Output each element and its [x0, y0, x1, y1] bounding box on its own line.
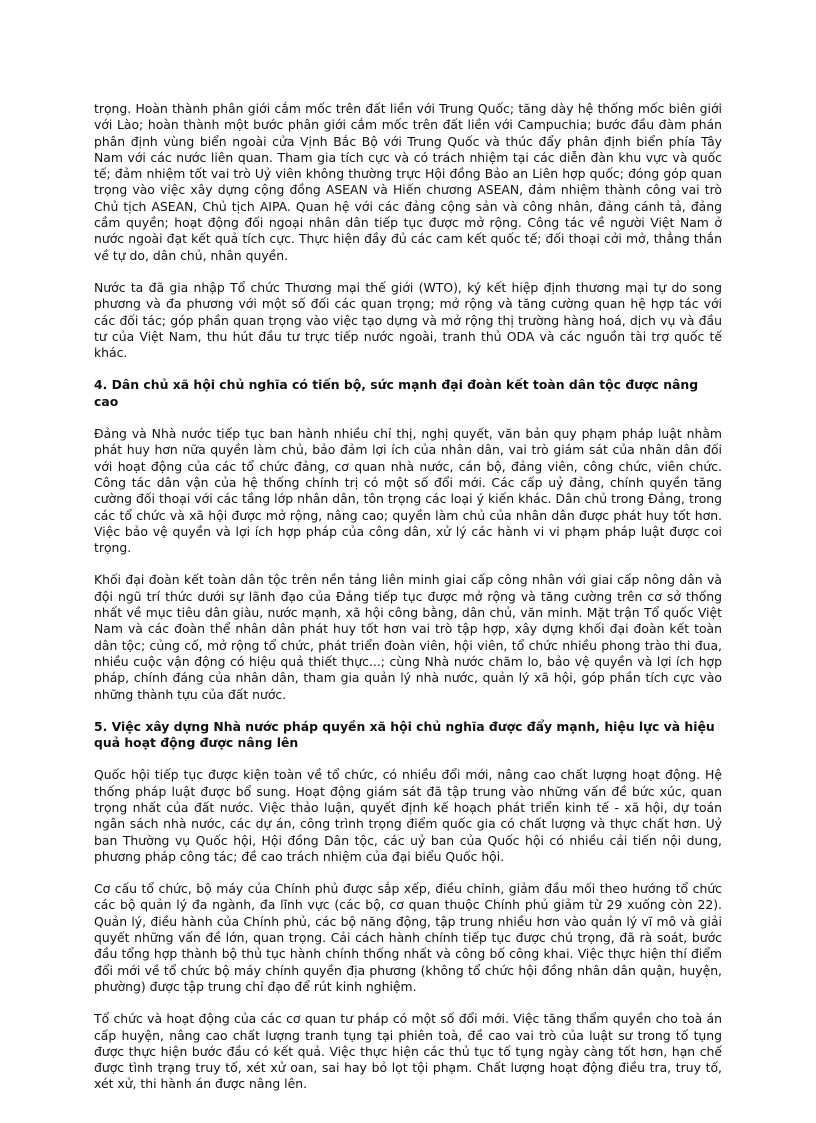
- paragraph-national-assembly: Quốc hội tiếp tục được kiện toàn về tổ chức, có nhiều đổi mới, nâng cao chất lượng hoạt động. Hệ thống pháp luật được bổ sung. Hoạt động giám sát đã tập trung vào những vấn đề bức xúc, quan trọng nhất của đất nước. Việc thảo luận, quyết định kế hoạch phát triển kinh tế - xã hội, dự toán ngân sách nhà nước, các dự án, công trình trọng điểm quốc gia có chất lượng và thực chất hơn. Uỷ ban Thường vụ Quốc hội, Hội đồng Dân tộc, các uỷ ban của Quốc hội có nhiều cải tiến nội dung, phương pháp công tác; đề cao trách nhiệm của đại biểu Quốc hội.: [94, 767, 722, 864]
- document-page: [94, 101, 722, 1109]
- paragraph-national-unity: Khối đại đoàn kết toàn dân tộc trên nền tảng liên minh giai cấp công nhân với giai cấp nông dân và đội ngũ trí thức dưới sự lãnh đạo của Đảng tiếp tục được mở rộng và tăng cường trên cơ sở thống nhất về mục tiêu dân giàu, nước mạnh, xã hội công bằng, dân chủ, văn minh. Mặt trận Tổ quốc Việt Nam và các đoàn thể nhân dân phát huy tốt hơn vai trò tập hợp, xây dựng khối đại đoàn kết toàn dân tộc; củng cố, mở rộng tổ chức, phát triển đoàn viên, hội viên, tổ chức nhiều phong trào thi đua, nhiều cuộc vận động có hiệu quả thiết thực...; cùng Nhà nước chăm lo, bảo vệ quyền và lợi ích hợp pháp, chính đáng của nhân dân, tham gia quản lý nhà nước, quản lý xã hội, góp phần tích cực vào những thành tựu của đất nước.: [94, 572, 722, 702]
- paragraph-wto-integration: Nước ta đã gia nhập Tổ chức Thương mại thế giới (WTO), ký kết hiệp định thương mại tự do song phương và đa phương với một số đối các quan trọng; mở rộng và tăng cường quan hệ hợp tác với các đối tác; góp phần quan trọng vào việc tạo dựng và mở rộng thị trường hàng hoá, dịch vụ và đầu tư của Việt Nam, thu hút đầu tư trực tiếp nước ngoài, tranh thủ ODA và các nguồn tài trợ quốc tế khác.: [94, 279, 722, 361]
- paragraph-democracy: Đảng và Nhà nước tiếp tục ban hành nhiều chỉ thị, nghị quyết, văn bản quy phạm pháp luật nhằm phát huy hơn nữa quyền làm chủ, bảo đảm lợi ích của nhân dân, vai trò giám sát của nhân dân đối với hoạt động của các tổ chức đảng, cơ quan nhà nước, cán bộ, đảng viên, công chức, viên chức. Công tác dân vận của hệ thống chính trị có một số đổi mới. Các cấp uỷ đảng, chính quyền tăng cường đối thoại với các tầng lớp nhân dân, tôn trọng các loại ý kiến khác. Dân chủ trong Đảng, trong các tổ chức và xã hội được mở rộng, nâng cao; quyền làm chủ của nhân dân được phát huy tốt hơn. Việc bảo vệ quyền và lợi ích hợp pháp của công dân, xử lý các hành vi vi phạm pháp luật được coi trọng.: [94, 426, 722, 556]
- section-heading-5: 5. Việc xây dựng Nhà nước pháp quyền xã hội chủ nghĩa được đẩy mạnh, hiệu lực và hiệu quả hoạt động được nâng lên: [94, 718, 715, 751]
- paragraph-judicial-reform: Tổ chức và hoạt động của các cơ quan tư pháp có một số đổi mới. Việc tăng thẩm quyền cho toà án cấp huyện, nâng cao chất lượng tranh tụng tại phiên toà, đề cao vai trò của luật sư trong tố tụng được thực hiện bước đầu có kết quả. Việc thực hiện các thủ tục tố tụng ngày càng tốt hơn, hạn chế được tình trạng truy tố, xét xử oan, sai hay bỏ lọt tội phạm. Chất lượng hoạt động điều tra, truy tố, xét xử, thi hành án được nâng lên.: [94, 1011, 722, 1092]
- section-heading-4: 4. Dân chủ xã hội chủ nghĩa có tiến bộ, sức mạnh đại đoàn kết toàn dân tộc được nâng cao: [94, 377, 699, 409]
- paragraph-government-structure: Cơ cấu tổ chức, bộ máy của Chính phủ được sắp xếp, điều chỉnh, giảm đầu mối theo hướng tổ chức các bộ quản lý đa ngành, đa lĩnh vực (các bộ, cơ quan thuộc Chính phủ giảm từ 29 xuống còn 22). Quản lý, điều hành của Chính phủ, các bộ năng động, tập trung nhiều hơn vào quản lý vĩ mô và giải quyết những vấn đề lớn, quan trọng. Cải cách hành chính tiếp tục được chú trọng, đã rà soát, bước đầu tổng hợp thành bộ thủ tục hành chính thống nhất và công bố công khai. Việc thực hiện thí điểm đổi mới về tổ chức bộ máy chính quyền địa phương (không tổ chức hội đồng nhân dân quận, huyện, phường) được tập trung chỉ đạo để rút kinh nghiệm.: [94, 881, 722, 994]
- paragraph-foreign-relations: trọng. Hoàn thành phân giới cắm mốc trên đất liền với Trung Quốc; tăng dày hệ thống mốc biên giới với Lào; hoàn thành một bước phân giới cắm mốc trên đất liền với Campuchia; bước đầu đàm phán phân định vùng biển ngoài cửa Vịnh Bắc Bộ với Trung Quốc và thúc đẩy phân định biển phía Tây Nam với các nước liên quan. Tham gia tích cực và có trách nhiệm tại các diễn đàn khu vực và quốc tế; đảm nhiệm tốt vai trò Uỷ viên không thường trực Hội đồng Bảo an Liên hợp quốc; đóng góp quan trọng vào việc xây dựng cộng đồng ASEAN và Hiến chương ASEAN, đảm nhiệm thành công vai trò Chủ tịch ASEAN, Chủ tịch AIPA. Quan hệ với các đảng cộng sản và công nhân, đảng cánh tả, đảng cầm quyền; hoạt động đối ngoại nhân dân tiếp tục được mở rộng. Công tác về người Việt Nam ở nước ngoài đạt kết quả tích cực. Thực hiện đầy đủ các cam kết quốc tế; đối thoại cởi mở, thẳng thắn về tự do, dân chủ, nhân quyền.: [94, 101, 722, 263]
